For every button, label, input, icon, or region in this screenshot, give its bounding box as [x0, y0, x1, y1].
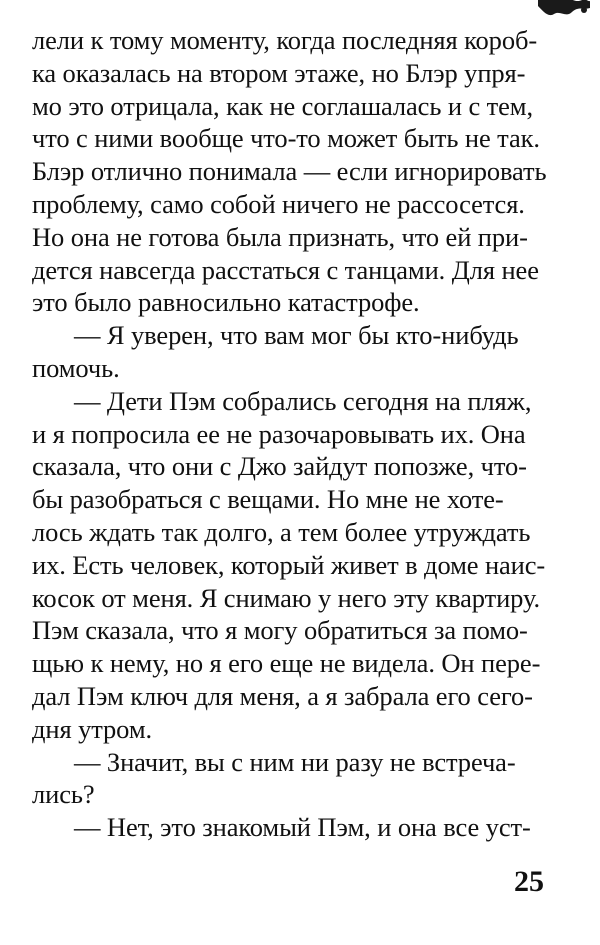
text-line: лись?: [32, 779, 95, 810]
text-line: что с ними вообще что-то может быть не так.: [32, 123, 540, 154]
dialogue-line: — Я уверен, что вам мог бы кто-нибудь: [74, 320, 519, 351]
text-line: дал Пэм ключ для меня, а я забрала его сего-: [32, 680, 533, 711]
text-line: дется навсегда расстаться с танцами. Для нее: [32, 254, 539, 285]
text-line: бы разобраться с вещами. Но мне не хоте-: [32, 484, 504, 515]
corner-ornament-icon: [534, 0, 590, 20]
text-line: и я попросила ее не разочаровывать их. Она: [32, 418, 526, 449]
dialogue-line: — Значит, вы с ним ни разу не встреча-: [74, 746, 516, 777]
text-line: Но она не готова была признать, что ей при-: [32, 221, 528, 252]
dialogue-line: — Дети Пэм собрались сегодня на пляж,: [74, 385, 532, 416]
body-text: [32, 24, 552, 844]
text-line: мо это отрицала, как не соглашалась и с тем,: [32, 90, 533, 121]
text-line: косок от меня. Я снимаю у него эту квартиру.: [32, 582, 540, 613]
text-line: лели к тому моменту, когда последняя короб-: [32, 25, 538, 55]
page-number: 25: [514, 865, 544, 898]
text-line: лось ждать так долго, а тем более утруждать: [32, 516, 531, 547]
text-line: щью к нему, но я его еще не видела. Он пере-: [32, 648, 541, 679]
text-line: ка оказалась на втором этаже, но Блэр упря-: [32, 57, 526, 88]
text-line: это было равносильно катастрофе.: [32, 287, 420, 318]
text-line: помочь.: [32, 352, 120, 383]
text-line: Блэр отлично понимала — если игнорировать: [32, 156, 547, 187]
text-line: сказала, что они с Джо зайдут попозже, что-: [32, 451, 527, 482]
text-line: Пэм сказала, что я могу обратиться за помо-: [32, 615, 528, 646]
dialogue-line: — Нет, это знакомый Пэм, и она все уст-: [74, 812, 531, 843]
text-line: их. Есть человек, который живет в доме наис-: [32, 549, 546, 580]
text-line: дня утром.: [32, 713, 153, 744]
text-line: проблему, само собой ничего не рассосется.: [32, 188, 525, 219]
